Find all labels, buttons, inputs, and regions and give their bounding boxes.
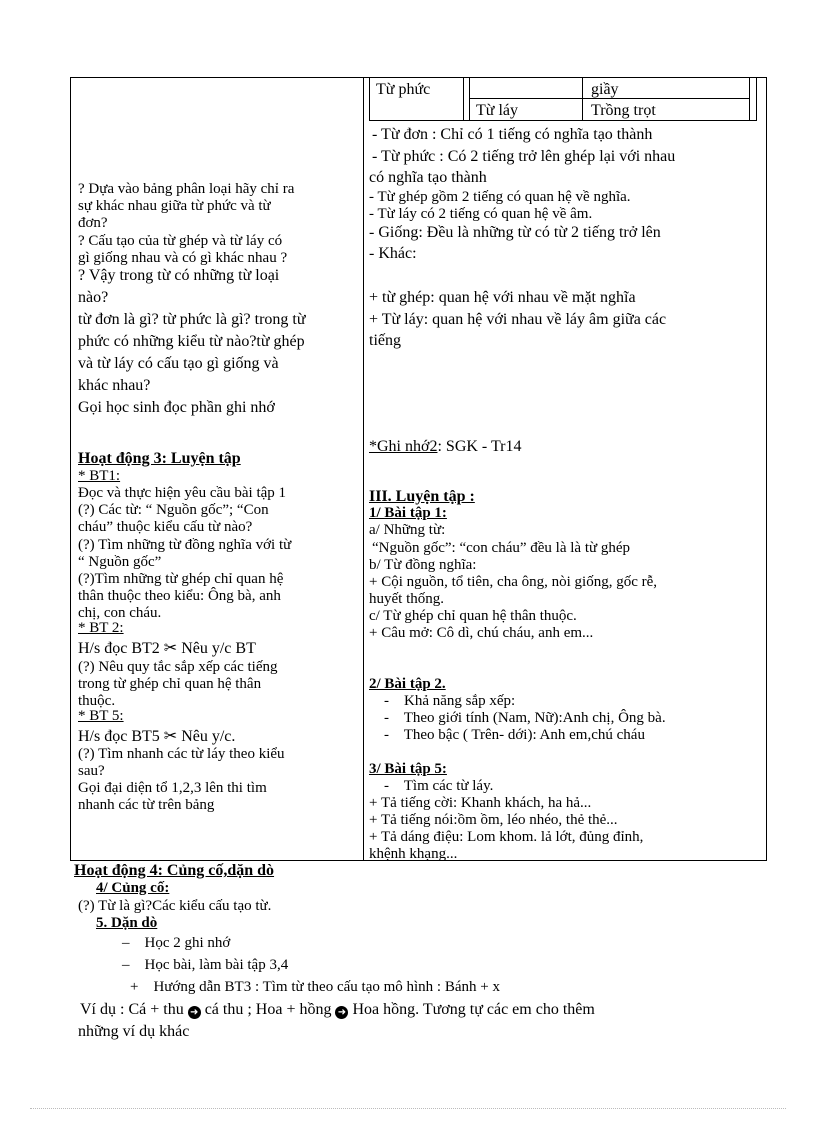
activity-4-heading: Hoạt động 4: Củng cố,dặn dò: [74, 862, 275, 879]
scissors-icon: ✂: [163, 640, 178, 657]
question: từ đơn là gì? từ phức là gì? trong từ: [78, 311, 306, 328]
question: Gọi học sinh đọc phần ghi nhớ: [78, 399, 275, 416]
arrow-right-icon: ➜: [335, 1006, 348, 1019]
question: ? Dựa vào bảng phân loại hãy chỉ ra: [78, 181, 295, 197]
bt5-label: * BT 5:: [78, 708, 124, 724]
question: và từ láy có cấu tạo gì giống và: [78, 355, 279, 372]
activity-3-heading: Hoạt động 3: Luyện tập: [78, 450, 241, 467]
memo-note: *Ghi nhớ2: SGK - Tr14: [369, 438, 522, 455]
arrow-right-icon: ➜: [188, 1006, 201, 1019]
homework-heading: 5. Dặn dò: [96, 915, 158, 931]
question: đơn?: [78, 215, 108, 231]
question: ? Vậy trong từ có những từ loại: [78, 267, 280, 284]
column-divider: [363, 77, 364, 860]
cell-giay: giầy: [591, 81, 619, 98]
question: phức có những kiểu từ nào?từ ghép: [78, 333, 305, 350]
question: gì giống nhau và có gì khác nhau ?: [78, 250, 288, 266]
question: khác nhau?: [78, 377, 151, 394]
document-page: Từ phức giầy Từ láy Trồng trọt ? Dựa vào bảng phân loại hãy chỉ ra sự khác nhau giữa từ phức và từ đơn? ? Cấu tạo của từ ghép và từ láy có gì giống nhau và có gì khác nhau ? ? Vậy trong từ có những từ loại nào? từ đơn là gì? từ phức là gì? trong từ phức có những kiểu từ nào?từ ghép và từ láy có cấu tạo gì giống và khác nhau? Gọi học sinh đọc phần ghi nhớ Hoạt động 3: Luyện tập * BT1: Đọc và thực hiện yêu cầu bài tập 1 (?) Các từ: “ Nguồn gốc”; “Con cháu” thuộc kiểu cấu từ nào? (?) Tìm những từ đồng nghĩa với từ “ Nguồn gốc” (?)Tìm những từ ghép chỉ quan hệ thân thuộc theo kiểu: Ông bà, anh chị, con cháu. * BT 2: H/s đọc BT2 ✂ Nêu y/c BT (?) Nêu quy tắc sắp xếp các tiếng trong từ ghép chỉ quan hệ thân thuộc. * BT 5: H/s đọc BT5 ✂ Nêu y/c. (?) Tìm nhanh các từ láy theo kiểu sau? Gọi đại diện tổ 1,2,3 lên thi tìm nhanh các từ trên bảng - Từ đơn : Chỉ có 1 tiếng có nghĩa tạo thành - Từ phức : Có 2 tiếng trở lên ghép lại với nhau có nghĩa tạo thành - Từ ghép gồm 2 tiếng có quan hệ về nghĩa. - Từ láy có 2 tiếng có quan hệ về âm. - Giống: Đều là những từ có từ 2 tiếng trở lên - Khác: + từ ghép: quan hệ với nhau về mặt nghĩa + Từ láy: quan hệ với nhau về láy âm giữa các tiếng *Ghi nhớ2: SGK - Tr14 III. Luyện tập : 1/ Bài tập 1: a/ Những từ: “Nguồn gốc”: “con cháu” đều là là từ ghép b/ Từ đồng nghĩa: + Cội nguồn, tổ tiên, cha ông, nòi giống, gốc rễ, huyết thống. c/ Từ ghép chỉ quan hệ thân thuộc. + Câu mở: Cô dì, chú cháu, anh em... 2/ Bài tập 2. - Khả năng sắp xếp: - Theo giới tính (Nam, Nữ):Anh chị, Ông bà. - Theo bậc ( Trên- dới): Anh em,chú cháu 3/ Bài tập 5: - Tìm các từ láy. + Tả tiếng cời: Khanh khách, ha hả... + Tả tiếng nói:ồm ồm, léo nhéo, thẻ thẻ... + Tả dáng điệu: Lom khom. lả lớt, đủng đỉnh, khệnh khạng... Hoạt động 4: Củng cố,dặn dò 4/ Củng cố: (?) Từ là gì?Các kiểu cấu tạo từ. 5. Dặn dò – Học 2 ghi nhớ – Học bài, làm bài tập 3,4 + Hướng dẫn BT3 : Tìm từ theo cấu tạo mô hình : Bánh + x Ví dụ : Cá + thu ➜ cá thu ; Hoa + hồng ➜ Hoa hồng. Tương tự các em cho thêm những ví dụ khác: [0, 0, 816, 1123]
section-iii-heading: III. Luyện tập :: [369, 488, 475, 505]
cell-tu-lay: Từ láy: [476, 102, 518, 119]
bt2-label: * BT 2:: [78, 620, 124, 636]
cell-trong-trot: Trồng trọt: [591, 102, 656, 119]
page-footer-divider: [30, 1108, 786, 1109]
question: nào?: [78, 289, 109, 306]
example-line: Ví dụ : Cá + thu ➜ cá thu ; Hoa + hồng ➜ Hoa hồng. Tương tự các em cho thêm: [80, 1001, 595, 1018]
consolidation-heading: 4/ Củng cố:: [96, 880, 170, 896]
scissors-icon: ✂: [163, 728, 178, 745]
question: sự khác nhau giữa từ phức và từ: [78, 198, 271, 214]
bt1-label: * BT1:: [78, 468, 121, 484]
question: ? Cấu tạo của từ ghép và từ láy có: [78, 233, 283, 249]
cell-tu-phuc: Từ phức: [376, 81, 431, 98]
